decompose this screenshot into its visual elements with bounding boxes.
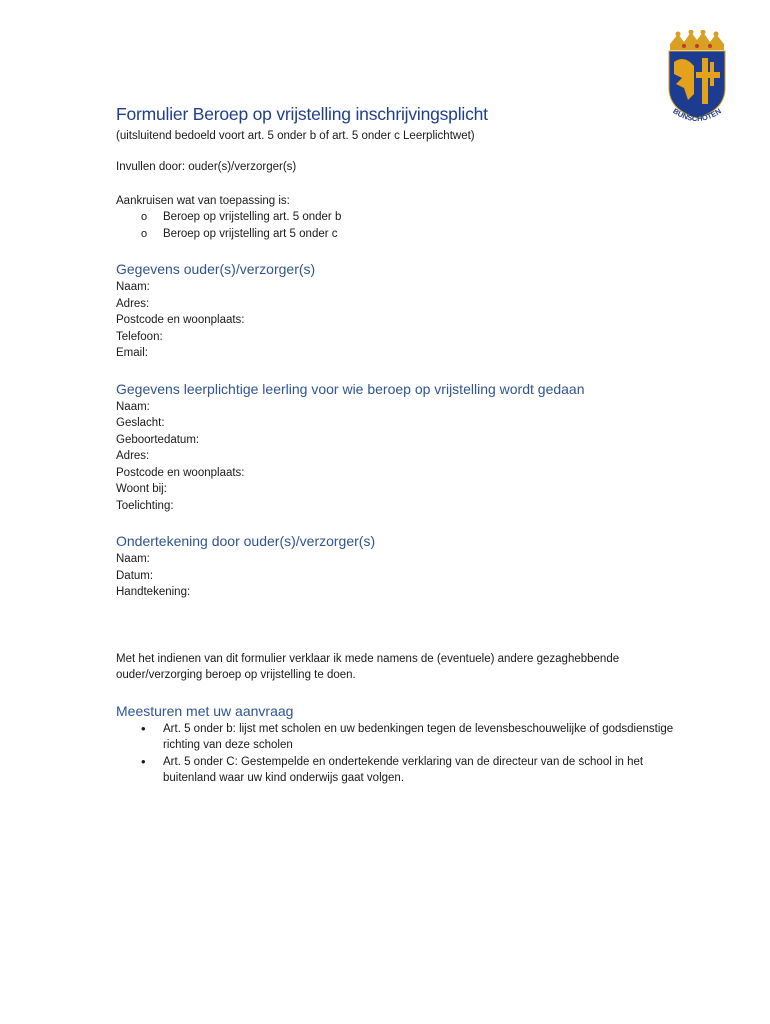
field-label: Adres: — [116, 450, 150, 462]
section-heading-student: Gegevens leerplichtige leerling voor wie beroep op vrijstelling wordt gedaan — [116, 380, 585, 397]
page-title: Formulier Beroep op vrijstelling inschrijvingsplicht — [116, 104, 488, 124]
field-label: Naam: — [116, 553, 150, 565]
student-fields — [116, 399, 676, 515]
field-label: Postcode en woonplaats: — [116, 466, 245, 479]
field-label: Geslacht: — [116, 417, 165, 429]
field-label: Datum: — [116, 569, 154, 582]
parents-fields — [116, 279, 676, 362]
field-label: Woont bij: — [116, 483, 167, 495]
field-label: Handtekening: — [116, 586, 191, 598]
fill-by-line: Invullen door: ouder(s)/verzorger(s) — [116, 161, 297, 173]
form-document — [116, 104, 676, 787]
section-heading-parents: Gegevens ouder(s)/verzorger(s) — [116, 261, 316, 277]
attachment-item: • Art. 5 onder b: lijst met scholen en uw bedenkingen tegen de levensbeschouwelijke of godsdienstige richting van deze scholen — [116, 721, 676, 754]
subtitle: (uitsluitend bedoeld voort art. 5 onder b of art. 5 onder c Leerplichtwet) — [116, 130, 475, 142]
field-label: Telefoon: — [116, 330, 163, 343]
logo-text: BUNSCHOTEN — [671, 106, 723, 124]
section-heading-attachments: Meesturen met uw aanvraag — [116, 702, 294, 719]
field-label: Naam: — [116, 400, 150, 413]
check-option[interactable]: o Beroep op vrijstelling art. 5 onder b — [116, 209, 676, 226]
declaration-text: Met het indienen van dit formulier verklaar ik mede namens de (eventuele) andere gezaghebbende ouder/verzorging beroep op vrijstelling te doen. — [116, 652, 620, 681]
check-option[interactable]: o Beroep op vrijstelling art 5 onder c — [116, 226, 676, 243]
field-label: Email: — [116, 347, 148, 359]
attachments-list — [116, 721, 676, 787]
field-label: Geboortedatum: — [116, 433, 200, 446]
check-options-list — [116, 209, 676, 242]
field-label: Toelichting: — [116, 499, 174, 512]
section-heading-signature: Ondertekening door ouder(s)/verzorger(s) — [116, 533, 376, 549]
field-label: Adres: — [116, 297, 150, 310]
signature-fields — [116, 551, 676, 601]
check-intro: Aankruisen wat van toepassing is: — [116, 194, 290, 207]
attachment-item: • Art. 5 onder C: Gestempelde en ondertekende verklaring van de directeur van de school in het buitenland waar uw kind onderwijs gaat volgen. — [116, 754, 676, 787]
field-label: Postcode en woonplaats: — [116, 314, 245, 326]
field-label: Naam: — [116, 281, 150, 293]
